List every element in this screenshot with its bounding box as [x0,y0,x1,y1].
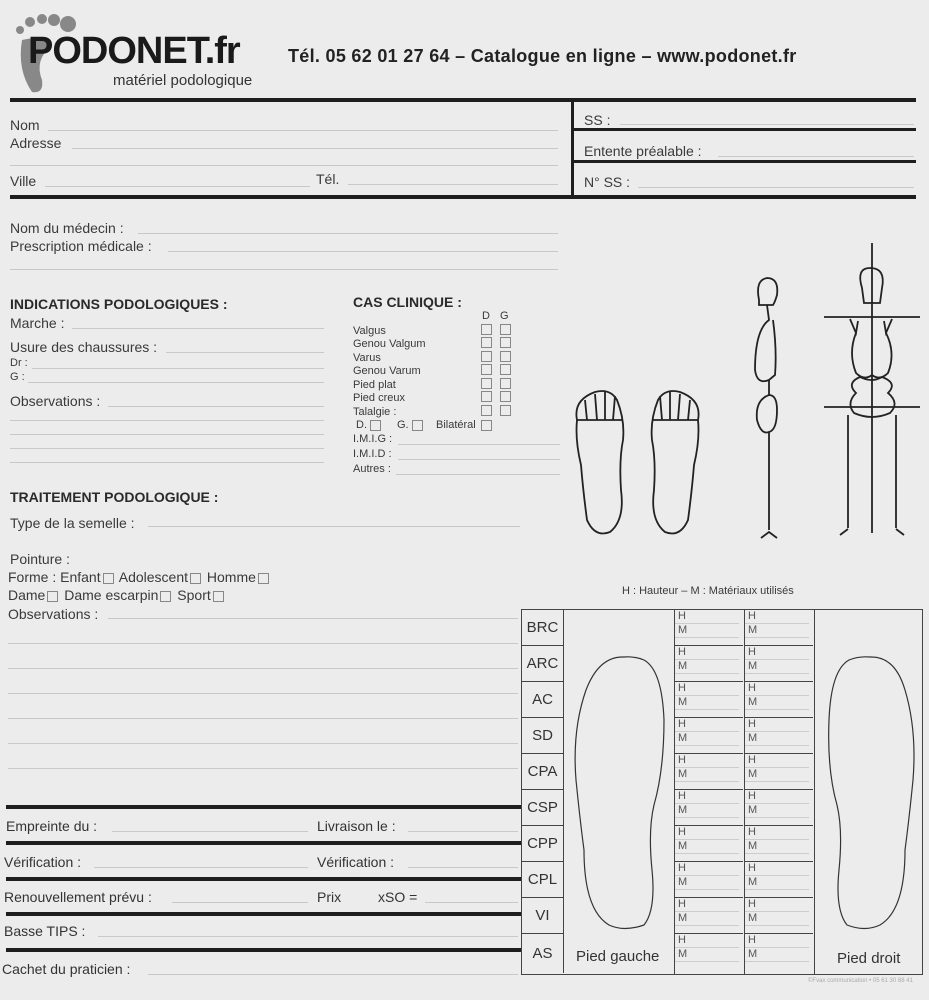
forme-homme-label: Homme [206,569,256,585]
observations-label: Observations : [10,393,101,409]
col-d-label: D [482,310,490,322]
traitement-observations-label: Observations : [8,606,99,622]
entente-label: Entente préalable : [584,143,702,159]
livraison-field[interactable] [408,831,518,832]
g-label: G : [10,371,25,383]
cas-item-label: Pied creux [353,392,405,404]
forme-dame-escarpin-label: Dame escarpin [64,587,159,603]
traitement-observations-line[interactable] [8,643,518,644]
prix-field[interactable] [425,902,518,903]
checkbox-genou-varum-g[interactable] [500,364,511,375]
cas-item-label: Pied plat [353,379,396,391]
nom-field[interactable] [48,130,558,131]
checkbox-sport[interactable] [213,591,224,602]
traitement-observations-line[interactable] [8,668,518,669]
checkbox-talalgie-side-d[interactable] [370,420,381,431]
traitement-observations-line[interactable] [8,743,518,744]
nom-label: Nom [10,117,40,133]
observations-line[interactable] [10,420,324,421]
checkbox-talalgie-side-g[interactable] [412,420,423,431]
hm-cell[interactable]: H M [675,754,743,790]
code-csp: CSP [522,790,564,826]
empreinte-label: Empreinte du : [6,818,98,834]
checkbox-varus-g[interactable] [500,351,511,362]
dr-label: Dr : [10,357,28,369]
dr-field[interactable] [32,368,324,369]
imig-field[interactable] [398,444,560,445]
checkbox-pied-plat-d[interactable] [481,378,492,389]
verification-1-label: Vérification : [4,854,82,870]
hm-cell[interactable]: H M [675,934,743,973]
marche-label: Marche : [10,315,65,331]
hm-cell[interactable]: H M [675,682,743,718]
checkbox-enfant[interactable] [103,573,114,584]
feet-soles-diagram [565,380,710,540]
semelle-table [521,609,923,975]
tel-label: Tél. [316,171,340,187]
verification-2-field[interactable] [408,867,518,868]
brand-logo: PODONET.fr [28,30,240,72]
adresse-field-2[interactable] [10,165,558,166]
marche-field[interactable] [72,328,324,329]
hm-cell[interactable]: H M [745,646,813,682]
observations-line[interactable] [10,434,324,435]
hm-cell[interactable]: H M [675,826,743,862]
cas-item-label: Valgus [353,325,386,337]
forme-row-1 [8,569,271,585]
checkbox-pied-creux-g[interactable] [500,391,511,402]
medecin-field[interactable] [138,233,558,234]
col-g-label: G [500,310,509,322]
traitement-observations-line[interactable] [8,768,518,769]
hm-cell[interactable]: H M [675,646,743,682]
forme-sport-label: Sport [177,587,211,603]
observations-line[interactable] [10,462,324,463]
nss-field[interactable] [638,187,914,188]
bilateral-label: Bilatéral [436,419,476,431]
autres-field[interactable] [396,474,560,475]
checkbox-talalgie-g[interactable] [500,405,511,416]
type-semelle-field[interactable] [148,526,520,527]
checkbox-varus-d[interactable] [481,351,492,362]
skeleton-front-view-diagram [820,243,925,543]
code-ac: AC [522,682,564,718]
divider [6,948,521,952]
traitement-observations-field[interactable] [108,618,518,619]
imid-label: I.M.I.D : [353,448,392,460]
checkbox-genou-valgum-g[interactable] [500,337,511,348]
credit-text: ©Fvax communication • 05 61 30 88 41 [808,978,913,984]
hm-cell[interactable]: H M [745,826,813,862]
usure-field[interactable] [166,352,324,353]
hm-cell[interactable]: H M [675,610,743,646]
brand-tagline: matériel podologique [113,72,253,89]
pied-droit-label: Pied droit [837,950,901,967]
right-insole-outline [815,610,922,940]
cachet-field[interactable] [148,974,518,975]
hm-cell[interactable]: H M [745,718,813,754]
hm-cell[interactable]: H M [745,934,813,973]
imig-label: I.M.I.G : [353,433,393,445]
medecin-label: Nom du médecin : [10,220,124,236]
hm-column-right [745,610,815,974]
code-arc: ARC [522,646,564,682]
cas-item-label: Varus [353,352,381,364]
hm-cell[interactable]: H M [745,898,813,934]
livraison-label: Livraison le : [317,818,396,834]
entente-field[interactable] [718,156,914,157]
pointure-label: Pointure : [10,551,70,567]
ss-label: SS : [584,112,611,128]
observations-line[interactable] [10,448,324,449]
hm-cell[interactable]: H M [745,754,813,790]
traitement-observations-line[interactable] [8,693,518,694]
g-field[interactable] [28,382,324,383]
autres-label: Autres : [353,463,391,475]
divider [10,98,916,102]
hm-cell[interactable]: H M [675,898,743,934]
code-sd: SD [522,718,564,754]
pied-gauche-area [564,610,675,974]
checkbox-valgus-g[interactable] [500,324,511,335]
forme-dame-label: Dame [8,587,46,603]
divider [6,912,521,916]
observations-field[interactable] [108,406,324,407]
checkbox-pied-plat-g[interactable] [500,378,511,389]
basse-tips-field[interactable] [98,936,518,937]
divider [6,805,521,809]
code-as: AS [522,934,564,973]
checkbox-homme[interactable] [258,573,269,584]
ville-label: Ville [10,173,37,189]
code-vi: VI [522,898,564,934]
verification-1-field[interactable] [94,867,308,868]
checkbox-talalgie-d[interactable] [481,405,492,416]
hm-cell[interactable]: H M [745,682,813,718]
verification-2-label: Vérification : [317,854,395,870]
prix-label: Prix [317,889,342,905]
hm-cell[interactable]: H M [745,610,813,646]
forme-adolescent-label: Adolescent [118,569,189,585]
basse-tips-label: Basse TIPS : [4,923,86,939]
divider-vertical [571,100,574,197]
prescription-field[interactable] [168,251,558,252]
checkbox-pied-creux-d[interactable] [481,391,492,402]
hm-column-left [675,610,745,974]
checkbox-bilateral[interactable] [481,420,492,431]
code-cpa: CPA [522,754,564,790]
type-semelle-label: Type de la semelle : [10,515,135,531]
checkbox-adolescent[interactable] [190,573,201,584]
imid-field[interactable] [398,459,560,460]
divider [6,877,521,881]
prescription-field-2[interactable] [10,269,558,270]
prescription-label: Prescription médicale : [10,238,152,254]
checkbox-genou-valgum-d[interactable] [481,337,492,348]
checkbox-dame-escarpin[interactable] [160,591,171,602]
cas-item-label: Genou Varum [353,365,421,377]
nss-label: N° SS : [584,174,631,190]
cas-clinique-title: CAS CLINIQUE : [353,294,462,310]
traitement-observations-line[interactable] [8,718,518,719]
usure-label: Usure des chaussures : [10,339,158,355]
traitement-title: TRAITEMENT PODOLOGIQUE : [10,489,219,505]
left-insole-outline [564,610,674,940]
xso-label: xSO = [378,889,418,905]
code-cpl: CPL [522,862,564,898]
hm-cell[interactable]: H M [745,790,813,826]
code-cpp: CPP [522,826,564,862]
ville-field[interactable] [45,186,310,187]
tel-field[interactable] [348,184,558,185]
checkbox-dame[interactable] [47,591,58,602]
forme-row-2 [8,587,226,603]
hm-cell[interactable]: H M [745,862,813,898]
divider [10,195,916,199]
forme-label: Forme : [8,569,57,585]
cas-item-label: Genou Valgum [353,338,426,350]
talalgie-d-label: D. [356,419,367,431]
cachet-label: Cachet du praticien : [2,961,131,977]
adresse-field[interactable] [72,148,558,149]
pied-gauche-label: Pied gauche [576,948,660,965]
divider [574,128,916,131]
cas-item-label: Talalgie : [353,406,397,418]
indications-title: INDICATIONS PODOLOGIQUES : [10,296,228,312]
checkbox-valgus-d[interactable] [481,324,492,335]
forme-enfant-label: Enfant [60,569,101,585]
renouvellement-label: Renouvellement prévu : [4,889,152,905]
hm-legend: H : Hauteur – M : Matériaux utilisés [622,585,794,597]
pied-droit-area [815,610,922,974]
skeleton-side-view-diagram [745,270,795,545]
adresse-label: Adresse [10,135,62,151]
divider [574,160,916,163]
renouvellement-field[interactable] [172,902,308,903]
hm-cell[interactable]: H M [675,718,743,754]
ss-field[interactable] [620,124,914,125]
talalgie-g-label: G. [397,419,409,431]
checkbox-genou-varum-d[interactable] [481,364,492,375]
hm-cell[interactable]: H M [675,790,743,826]
empreinte-field[interactable] [112,831,308,832]
divider [6,841,521,845]
hm-cell[interactable]: H M [675,862,743,898]
code-brc: BRC [522,610,564,646]
header-contact: Tél. 05 62 01 27 64 – Catalogue en ligne – www.podonet.fr [288,46,797,66]
